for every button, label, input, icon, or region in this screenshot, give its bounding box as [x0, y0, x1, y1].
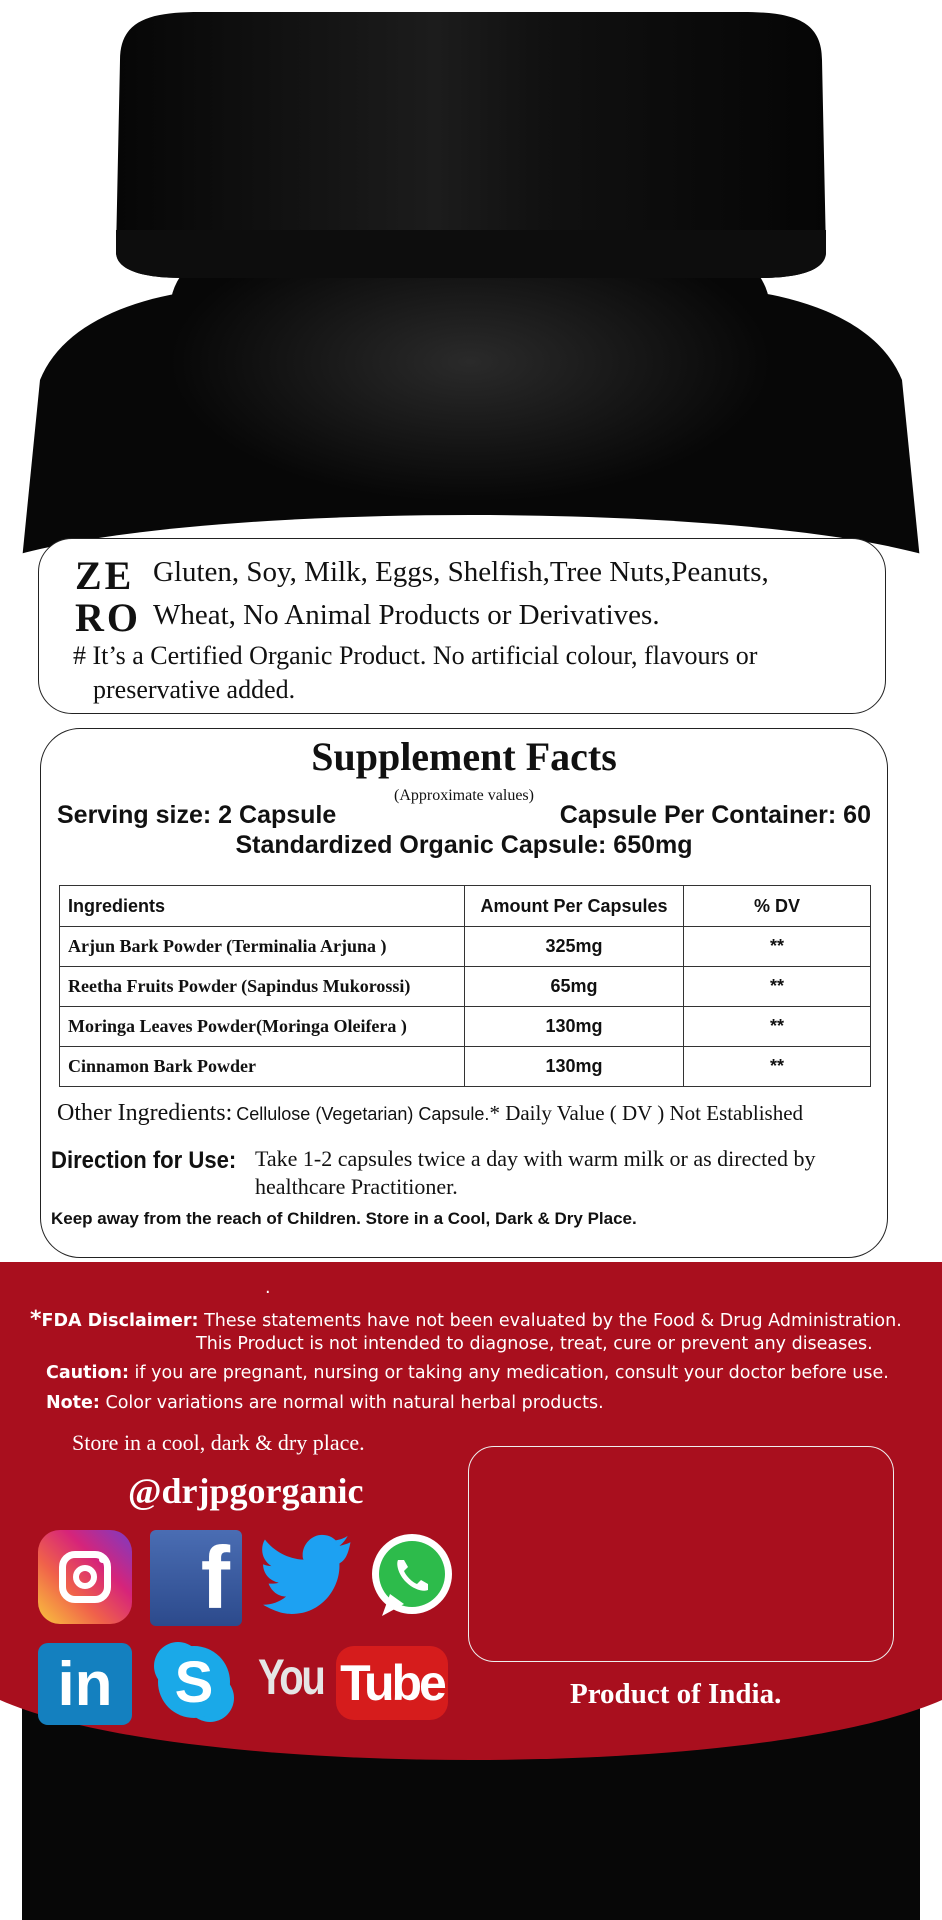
- ingredient-name: Reetha Fruits Powder (Sapindus Mukorossi): [60, 967, 465, 1007]
- table-row: [60, 1047, 871, 1087]
- table-row: [60, 927, 871, 967]
- ingredient-amount: 130mg: [465, 1047, 684, 1087]
- header-amount: Amount Per Capsules: [465, 886, 684, 927]
- youtube-tube: Tube: [336, 1646, 448, 1720]
- note-line: [46, 1393, 604, 1413]
- direction-text: Take 1-2 capsules twice a day with warm milk or as directed by healthcare Practitioner.: [255, 1146, 816, 1199]
- youtube-you: You: [258, 1649, 324, 1705]
- note-label: Note:: [46, 1393, 100, 1413]
- svg-text:S: S: [174, 1650, 214, 1715]
- batch-info-box: [468, 1446, 894, 1662]
- ingredient-amount: 65mg: [465, 967, 684, 1007]
- storage-warning: Keep away from the reach of Children. Store in a Cool, Dark & Dry Place.: [51, 1209, 637, 1228]
- ingredient-name: Arjun Bark Powder (Terminalia Arjuna ): [60, 927, 465, 967]
- ingredient-name: Moringa Leaves Powder(Moringa Oleifera ): [60, 1007, 465, 1047]
- facebook-icon: f: [150, 1530, 242, 1626]
- caution-text: if you are pregnant, nursing or taking any medication, consult your doctor before use.: [134, 1363, 889, 1383]
- other-ingredients: [57, 1100, 803, 1127]
- fda-disclaimer-label: FDA Disclaimer:: [41, 1311, 199, 1331]
- social-handle: @drjpgorganic: [128, 1471, 364, 1511]
- zero-bottom: RO: [75, 595, 141, 640]
- instagram-icon: [38, 1530, 132, 1624]
- organic-cert-line-2: preservative added.: [93, 675, 296, 704]
- ingredients-table: [59, 885, 871, 1087]
- serving-size: Serving size: 2 Capsule: [57, 801, 337, 829]
- fda-disclaimer-text-2: This Product is not intended to diagnose, treat, cure or prevent any diseases.: [196, 1334, 873, 1354]
- allergen-line-2: Wheat, No Animal Products or Derivatives.: [153, 599, 660, 631]
- other-ingredients-text: Cellulose (Vegetarian) Capsule.: [236, 1104, 490, 1124]
- skype-icon: [150, 1638, 238, 1726]
- capsule-per-container: Capsule Per Container: 60: [559, 801, 871, 829]
- fda-disclaimer-text-1: These statements have not been evaluated by the Food & Drug Administration.: [204, 1311, 902, 1331]
- allergen-line-1: Gluten, Soy, Milk, Eggs, Shelfish,Tree Nuts,Peanuts,: [153, 556, 769, 588]
- caution-label: Caution:: [46, 1363, 129, 1383]
- header-dv: % DV: [684, 886, 871, 927]
- header-ingredients: Ingredients: [60, 886, 465, 927]
- ingredient-amount: 325mg: [465, 927, 684, 967]
- store-instruction: Store in a cool, dark & dry place.: [72, 1430, 365, 1455]
- facts-title: Supplement Facts: [311, 734, 617, 779]
- ingredient-dv: **: [684, 967, 871, 1007]
- approx-values-note: (Approximate values): [394, 787, 534, 804]
- table-row: [60, 967, 871, 1007]
- organic-cert-line-1: # It’s a Certified Organic Product. No artificial colour, flavours or: [73, 641, 758, 670]
- asterisk-mark: *: [30, 1307, 42, 1332]
- ingredient-name: Cinnamon Bark Powder: [60, 1047, 465, 1087]
- ingredient-dv: **: [684, 1047, 871, 1087]
- band-dot: .: [265, 1278, 271, 1298]
- ingredient-dv: **: [684, 1007, 871, 1047]
- linkedin-icon: in: [38, 1643, 132, 1725]
- zero-top: ZE: [75, 553, 135, 598]
- ingredient-dv: **: [684, 927, 871, 967]
- twitter-icon: [258, 1530, 354, 1624]
- ingredient-amount: 130mg: [465, 1007, 684, 1047]
- daily-value-note: * Daily Value ( DV ) Not Established: [489, 1101, 804, 1125]
- country-of-origin: Product of India.: [570, 1678, 782, 1710]
- whatsapp-icon: [366, 1530, 458, 1622]
- table-row: [60, 1007, 871, 1047]
- supplement-facts-panel: [40, 728, 888, 1258]
- other-ingredients-label: Other Ingredients:: [57, 1100, 233, 1126]
- allergen-info-box: [38, 538, 886, 714]
- standardized-capsule: Standardized Organic Capsule: 650mg: [235, 831, 693, 859]
- table-header-row: [60, 886, 871, 927]
- zero-badge: [75, 555, 155, 639]
- fda-disclaimer-line-1: [30, 1307, 902, 1332]
- note-text: Color variations are normal with natural herbal products.: [105, 1393, 604, 1413]
- caution-line: [46, 1363, 889, 1383]
- direction-label: Direction for Use:: [51, 1147, 237, 1174]
